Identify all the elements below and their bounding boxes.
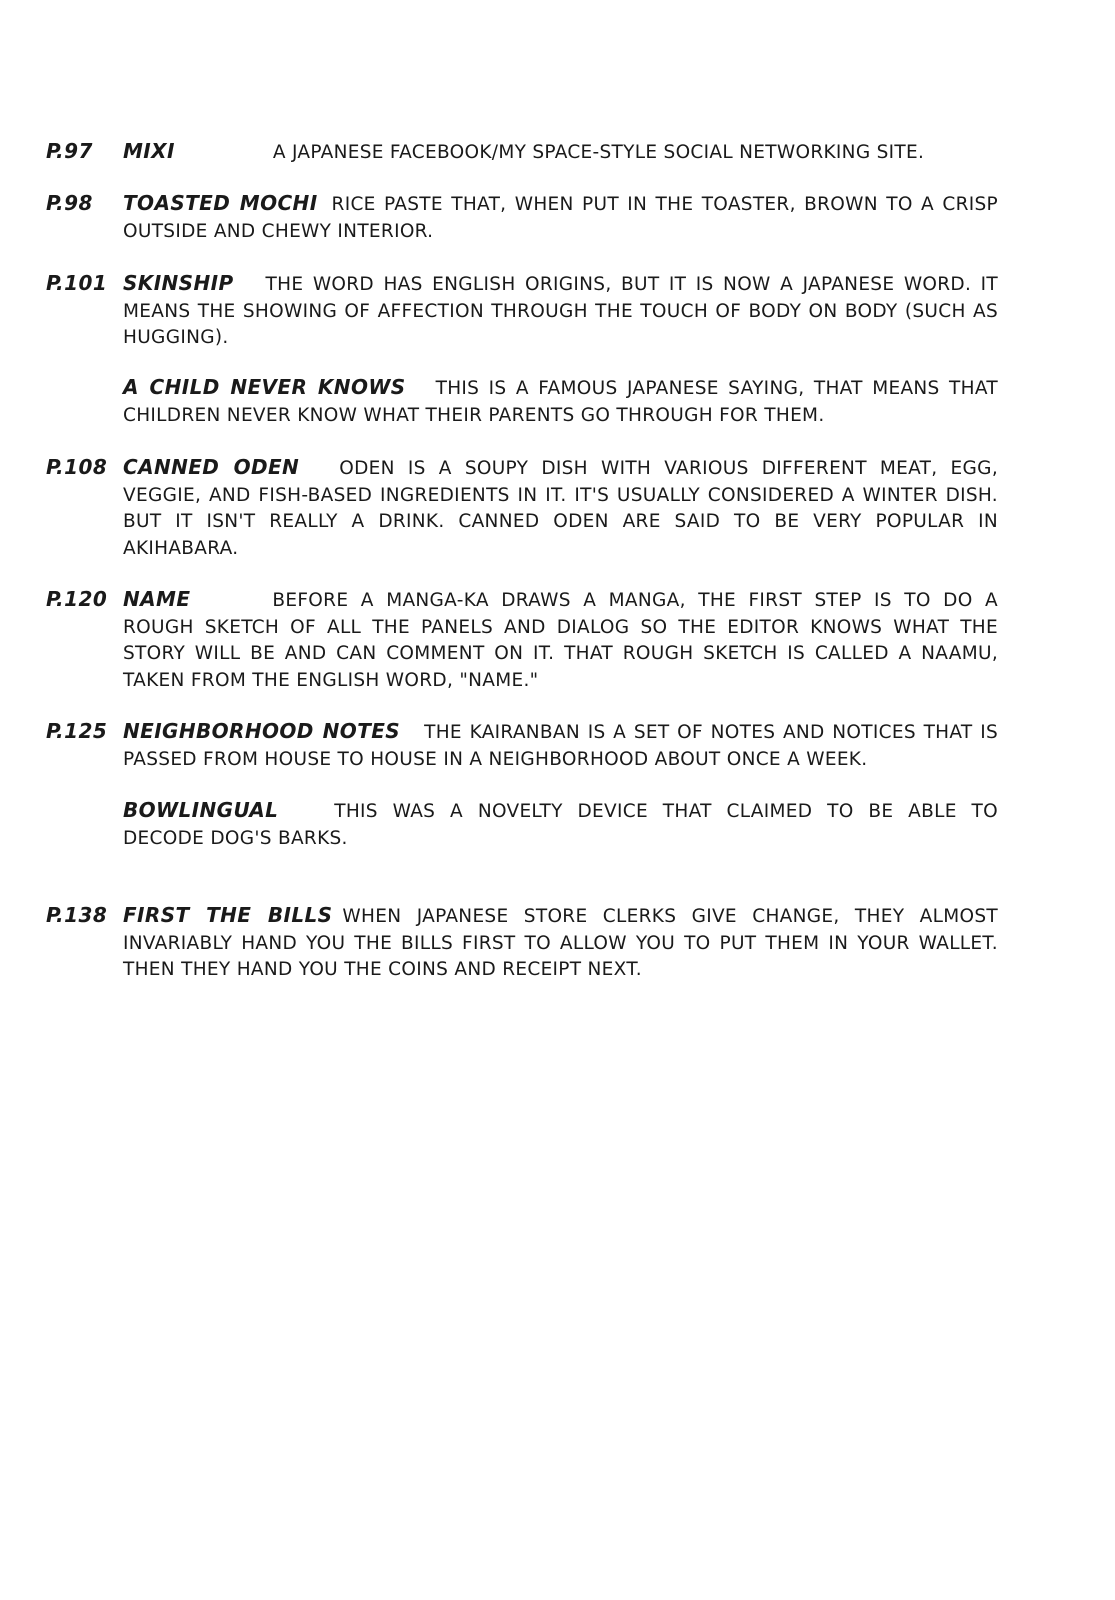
note-text [123, 902, 998, 984]
note-term: FIRST THE BILLS [123, 903, 333, 927]
note-definition: ODEN IS A SOUPY DISH WITH VARIOUS DIFFERENT MEAT, EGG, VEGGIE, AND FISH-BASED INGREDIENTS IN IT. IT'S USUALLY CONSIDERED A WINTER DISH. BUT IT ISN'T REALLY A DRINK. CANNED ODEN ARE SAID TO BE VERY POPULAR IN AKIHABARA. [123, 458, 998, 559]
page-reference: P.98 [46, 191, 93, 215]
note-term: MIXI [123, 139, 175, 163]
note-definition: RICE PASTE THAT, WHEN PUT IN THE TOASTER, BROWN TO A CRISP OUTSIDE AND CHEWY INTERIOR. [123, 194, 998, 242]
page-reference: P.120 [46, 587, 108, 611]
note-term: NAME [123, 587, 191, 611]
note-term: NEIGHBORHOOD NOTES [123, 719, 401, 743]
note-term: CANNED ODEN [123, 455, 300, 479]
note-text [123, 190, 998, 245]
note-text [123, 797, 998, 852]
note-definition: THIS IS A FAMOUS JAPANESE SAYING, THAT MEANS THAT CHILDREN NEVER KNOW WHAT THEIR PARENTS GO THROUGH FOR THEM. [123, 378, 998, 426]
note-text [123, 586, 998, 694]
note-text [123, 374, 998, 429]
note-definition: THIS WAS A NOVELTY DEVICE THAT CLAIMED TO BE ABLE TO DECODE DOG'S BARKS. [123, 801, 998, 849]
note-text [123, 138, 998, 167]
note-term: SKINSHIP [123, 271, 234, 295]
note-text [123, 718, 998, 773]
note-definition: THE WORD HAS ENGLISH ORIGINS, BUT IT IS NOW A JAPANESE WORD. IT MEANS THE SHOWING OF AFFECTION THROUGH THE TOUCH OF BODY ON BODY (SUCH AS HUGGING). [123, 274, 998, 348]
page-reference: P.97 [46, 139, 93, 163]
note-term: TOASTED MOCHI [123, 191, 318, 215]
note-definition: WHEN JAPANESE STORE CLERKS GIVE CHANGE, THEY ALMOST INVARIABLY HAND YOU THE BILLS FIRST TO ALLOW YOU TO PUT THEM IN YOUR WALLET. THEN THEY HAND YOU THE COINS AND RECEIPT NEXT. [123, 906, 998, 980]
note-term: A CHILD NEVER KNOWS [123, 375, 406, 399]
note-definition: BEFORE A MANGA-KA DRAWS A MANGA, THE FIRST STEP IS TO DO A ROUGH SKETCH OF ALL THE PANELS AND DIALOG SO THE EDITOR KNOWS WHAT THE STORY WILL BE AND CAN COMMENT ON IT. THAT ROUGH SKETCH IS CALLED A NAAMU, TAKEN FROM THE ENGLISH WORD, "NAME." [123, 590, 998, 691]
note-definition: A JAPANESE FACEBOOK/MY SPACE-STYLE SOCIAL NETWORKING SITE. [272, 142, 925, 163]
note-text [123, 454, 998, 562]
note-text [123, 270, 998, 352]
page-reference: P.138 [46, 903, 108, 927]
note-definition: THE KAIRANBAN IS A SET OF NOTES AND NOTICES THAT IS PASSED FROM HOUSE TO HOUSE IN A NEIGHBORHOOD ABOUT ONCE A WEEK. [123, 722, 998, 770]
page-reference: P.101 [46, 271, 108, 295]
note-term: BOWLINGUAL [123, 798, 279, 822]
page-reference: P.125 [46, 719, 108, 743]
page-reference: P.108 [46, 455, 108, 479]
